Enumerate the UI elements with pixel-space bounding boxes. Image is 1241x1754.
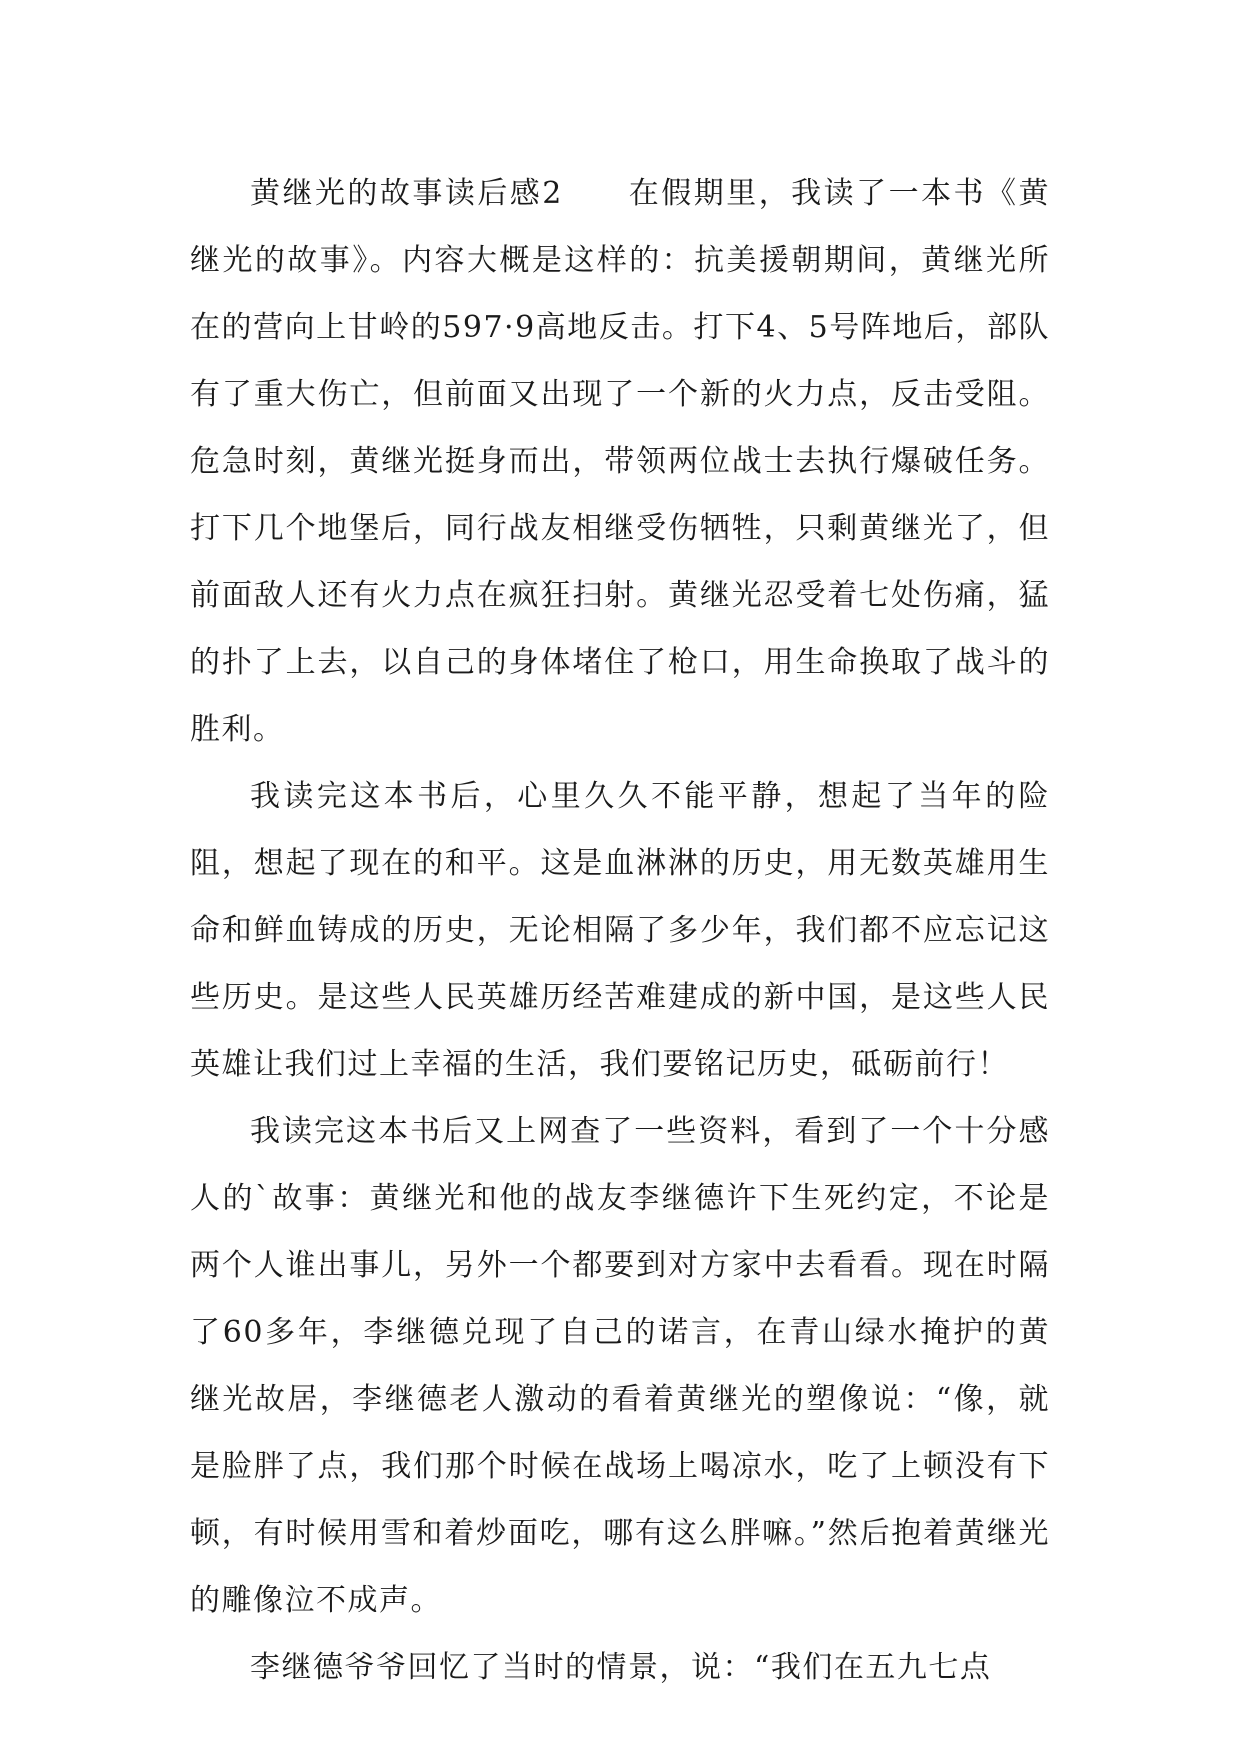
paragraph-4: 李继德爷爷回忆了当时的情景，说：“我们在五九七点 (250, 1650, 992, 1685)
document-body (190, 160, 1050, 1701)
paragraph-2: 我读完这本书后，心里久久不能平静，想起了当年的险阻，想起了现在的和平。这是血淋淋的历史，用无数英雄用生命和鲜血铸成的历史，无论相隔了多少年，我们都不应忘记这些历史。是这些人民英雄历经苦难建成的新中国，是这些人民英雄让我们过上幸福的生活，我们要铭记历史，砥砺前行！ (190, 779, 1050, 1082)
paragraph-1: 黄继光的故事读后感2 在假期里，我读了一本书《黄继光的故事》。内容大概是这样的：抗美援朝期间，黄继光所在的营向上甘岭的597·9高地反击。打下4、5号阵地后，部队有了重大伤亡，但前面又出现了一个新的火力点，反击受阻。危急时刻，黄继光挺身而出，带领两位战士去执行爆破任务。打下几个地堡后，同行战友相继受伤牺牲，只剩黄继光了，但前面敌人还有火力点在疯狂扫射。黄继光忍受着七处伤痛，猛的扑了上去，以自己的身体堵住了枪口，用生命换取了战斗的胜利。 (190, 176, 1050, 747)
paragraph-3: 我读完这本书后又上网查了一些资料，看到了一个十分感人的`故事：黄继光和他的战友李继德许下生死约定，不论是两个人谁出事儿，另外一个都要到对方家中去看看。现在时隔了60多年，李继德兑现了自己的诺言，在青山绿水掩护的黄继光故居，李继德老人激动的看着黄继光的塑像说：“像，就是脸胖了点，我们那个时候在战场上喝凉水，吃了上顿没有下顿，有时候用雪和着炒面吃，哪有这么胖嘛。”然后抱着黄继光的雕像泣不成声。 (190, 1114, 1050, 1618)
